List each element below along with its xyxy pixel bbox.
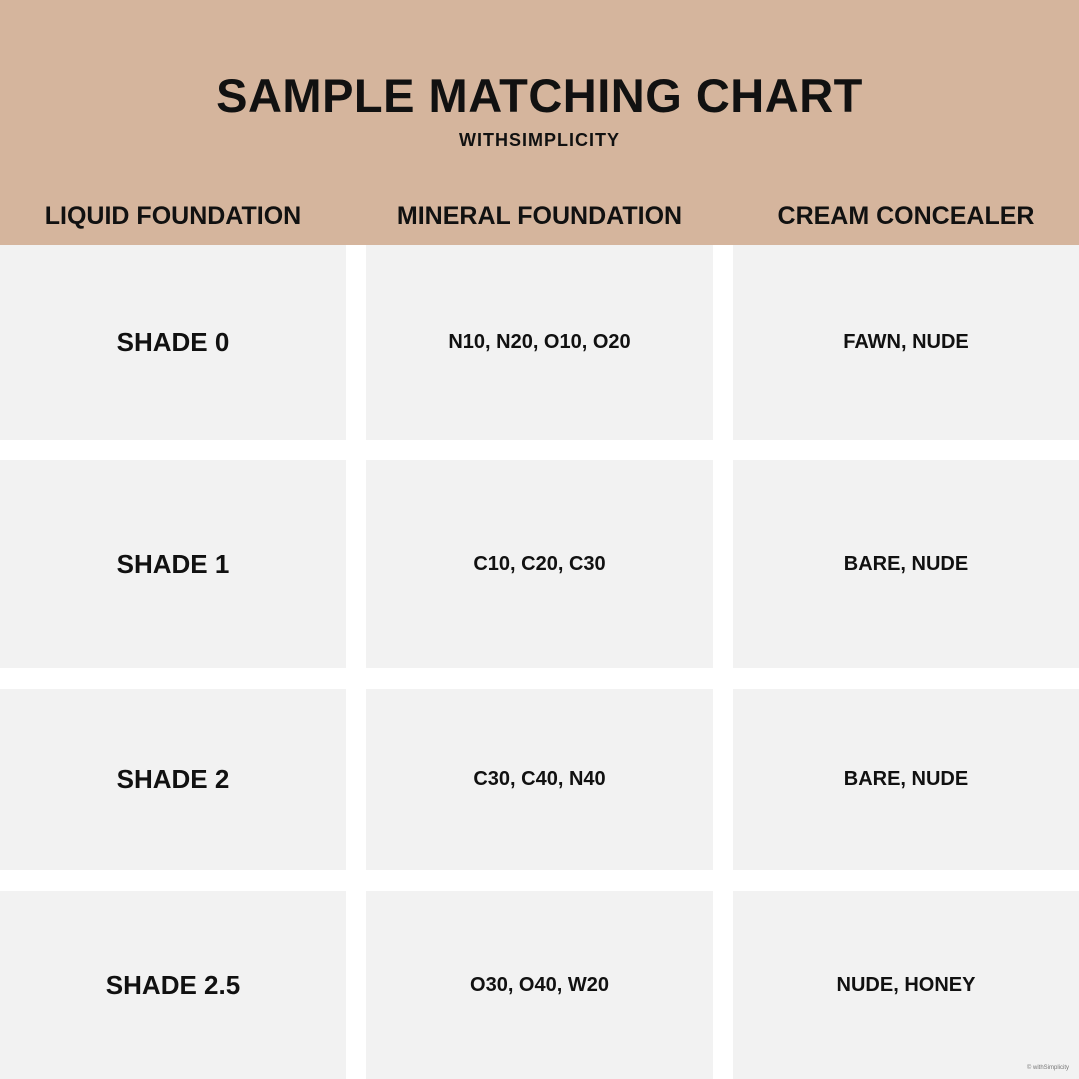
liquid-shade-cell: SHADE 1 bbox=[0, 460, 346, 668]
mineral-shade-cell: N10, N20, O10, O20 bbox=[366, 245, 713, 440]
header-banner bbox=[0, 0, 1079, 245]
concealer-shade-cell: NUDE, HONEY bbox=[733, 891, 1079, 1079]
mineral-shade-cell: C10, C20, C30 bbox=[366, 460, 713, 668]
column-header-liquid-foundation: LIQUID FOUNDATION bbox=[44, 202, 302, 230]
concealer-shade-cell: BARE, NUDE bbox=[733, 689, 1079, 870]
chart-title: SAMPLE MATCHING CHART bbox=[216, 69, 863, 122]
mineral-shade-cell: C30, C40, N40 bbox=[366, 689, 713, 870]
mineral-shade-cell: O30, O40, W20 bbox=[366, 891, 713, 1079]
chart-subtitle: WITHSIMPLICITY bbox=[459, 130, 620, 150]
liquid-shade-cell: SHADE 2 bbox=[0, 689, 346, 870]
concealer-shade-cell: FAWN, NUDE bbox=[733, 245, 1079, 440]
copyright-note: © withSimplicity bbox=[1026, 1065, 1069, 1071]
column-header-cream-concealer: CREAM CONCEALER bbox=[777, 202, 1035, 230]
liquid-shade-cell: SHADE 2.5 bbox=[0, 891, 346, 1079]
liquid-shade-cell: SHADE 0 bbox=[0, 245, 346, 440]
column-header-mineral-foundation: MINERAL FOUNDATION bbox=[396, 202, 683, 230]
concealer-shade-cell: BARE, NUDE bbox=[733, 460, 1079, 668]
